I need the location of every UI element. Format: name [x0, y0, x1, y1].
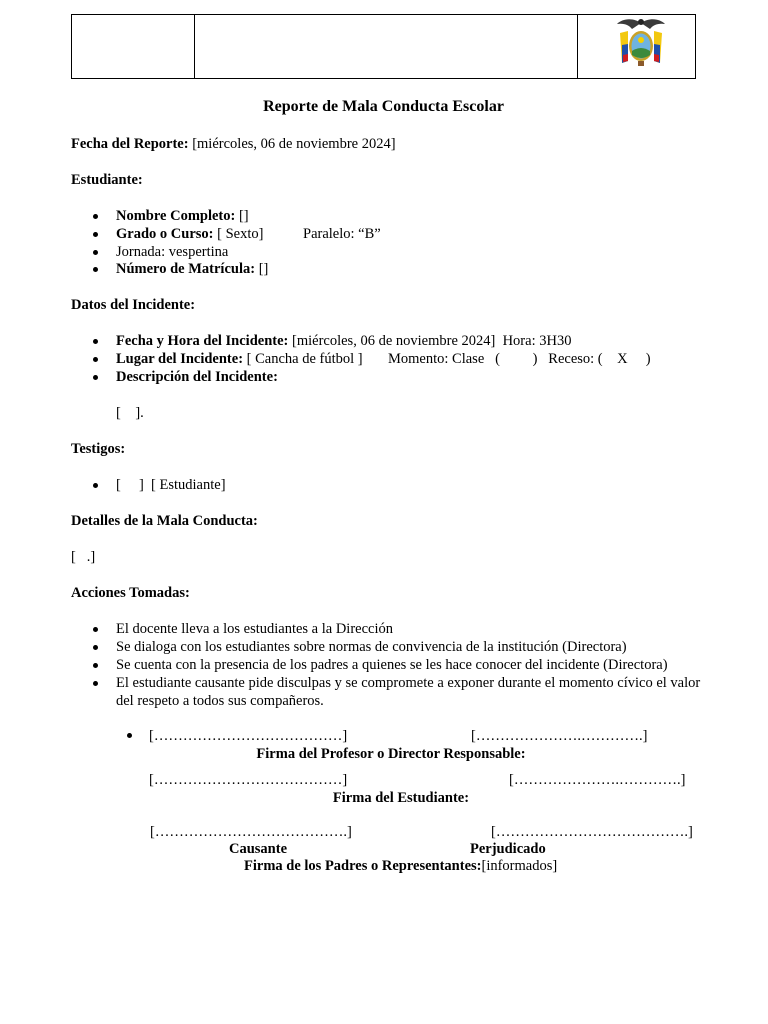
- report-date-line: Fecha del Reporte: [miércoles, 06 de noviembre 2024]: [71, 136, 396, 152]
- details-heading: Detalles de la Mala Conducta:: [71, 513, 258, 529]
- actions-heading: Acciones Tomadas:: [71, 585, 190, 601]
- student-heading: Estudiante:: [71, 172, 143, 188]
- bullet: [93, 663, 98, 668]
- student-paralelo: Paralelo: “B”: [303, 226, 381, 242]
- details-value: [ .]: [71, 549, 96, 565]
- incident-datetime-line: Fecha y Hora del Incidente: [miércoles, 06 de noviembre 2024] Hora: 3H30: [116, 333, 572, 349]
- action-item: El estudiante causante pide disculpas y se compromete a exponer durante el momento cívico el valor: [116, 675, 701, 691]
- student-grade-line: Grado o Curso: [ Sexto]: [116, 226, 264, 242]
- bullet: [93, 357, 98, 362]
- bullet: [93, 645, 98, 650]
- witnesses-heading: Testigos:: [71, 441, 126, 457]
- parents-signature-line-left: [………………………………….]: [150, 824, 352, 840]
- header-divider-right: [577, 15, 578, 78]
- witness-item: [ ] [ Estudiante]: [116, 477, 226, 493]
- student-signature-line-right: [………………….………….]: [509, 772, 686, 788]
- bullet: [93, 375, 98, 380]
- bullet: [127, 733, 132, 738]
- incident-description-value: [ ].: [116, 405, 144, 421]
- student-matricula-line: Número de Matrícula: []: [116, 261, 269, 277]
- teacher-signature-line-left: […………………………………]: [149, 728, 348, 744]
- action-item-continuation: del respeto a todos sus compañeros.: [116, 693, 324, 709]
- bullet: [93, 627, 98, 632]
- incident-description-label: Descripción del Incidente:: [116, 369, 278, 385]
- teacher-signature-label: Firma del Profesor o Director Responsable:: [256, 746, 526, 762]
- bullet: [93, 232, 98, 237]
- incident-moment: Momento: Clase ( ) Receso: ( X ): [388, 351, 651, 367]
- causante-label: Causante: [229, 841, 288, 857]
- bullet: [93, 339, 98, 344]
- bullet: [93, 483, 98, 488]
- incident-place-line: Lugar del Incidente: [ Cancha de fútbol ]: [116, 351, 363, 367]
- action-item: Se cuenta con la presencia de los padres a quienes se les hace conocer del incidente (Directora): [116, 657, 668, 673]
- student-signature-label: Firma del Estudiante:: [332, 790, 470, 806]
- teacher-signature-line-right: [………………….………….]: [471, 728, 648, 744]
- page-title: Reporte de Mala Conducta Escolar: [263, 98, 504, 115]
- parents-signature-line-right: [………………………………….]: [491, 824, 693, 840]
- student-signature-line-left: […………………………………]: [149, 772, 348, 788]
- action-item: Se dialoga con los estudiantes sobre normas de convivencia de la institución (Directora): [116, 639, 627, 655]
- parents-signature-label: Firma de los Padres o Representantes:[informados]: [244, 858, 558, 874]
- student-name-line: Nombre Completo: []: [116, 208, 249, 224]
- header-table: [71, 14, 696, 79]
- coat-of-arms-icon: [614, 15, 668, 69]
- perjudicado-label: Perjudicado: [470, 841, 546, 857]
- incident-heading: Datos del Incidente:: [71, 297, 196, 313]
- bullet: [93, 267, 98, 272]
- student-jornada: Jornada: vespertina: [116, 244, 229, 260]
- action-item: El docente lleva a los estudiantes a la Dirección: [116, 621, 394, 637]
- bullet: [93, 250, 98, 255]
- bullet: [93, 681, 98, 686]
- header-divider-left: [194, 15, 195, 78]
- bullet: [93, 214, 98, 219]
